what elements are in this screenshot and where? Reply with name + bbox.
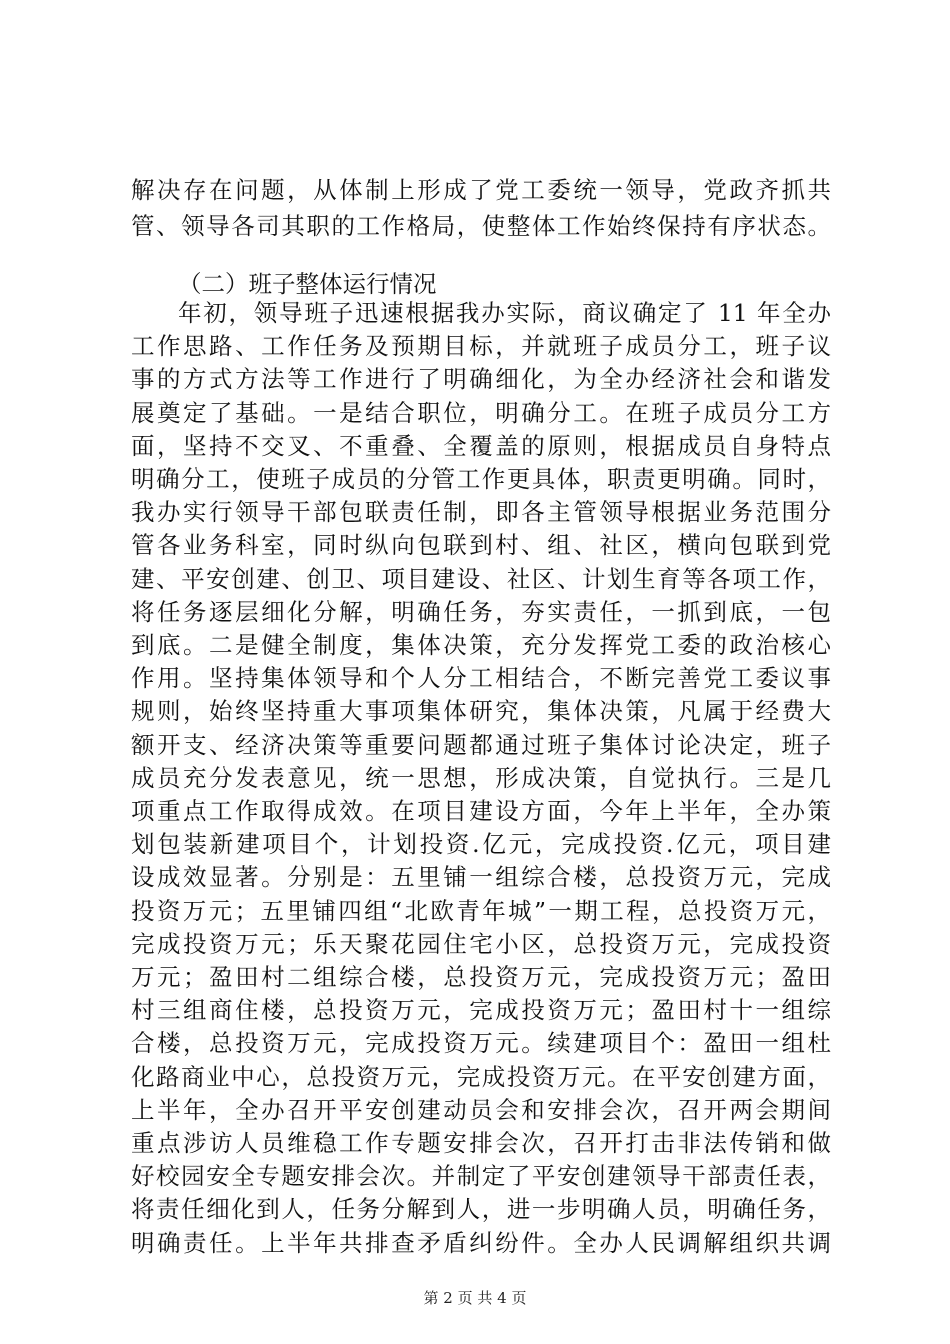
paragraph-2-line: 完成投资万元；乐天聚花园住宅小区，总投资万元，完成投资 bbox=[131, 929, 831, 958]
paragraph-2-line: 将责任细化到人，任务分解到人，进一步明确人员，明确任务， bbox=[131, 1195, 831, 1224]
paragraph-2-line: 划包装新建项目个，计划投资.亿元，完成投资.亿元，项目建 bbox=[131, 830, 831, 859]
paragraph-2-line: 展奠定了基础。一是结合职位，明确分工。在班子成员分工方 bbox=[131, 398, 831, 427]
paragraph-2-line: 成员充分发表意见，统一思想，形成决策，自觉执行。三是几 bbox=[131, 763, 831, 792]
paragraph-2-line: 额开支、经济决策等重要问题都通过班子集体讨论决定，班子 bbox=[131, 730, 831, 759]
paragraph-2-line: 投资万元；五里铺四组“北欧青年城”一期工程，总投资万元， bbox=[131, 896, 831, 925]
paragraph-2-line: 合楼，总投资万元，完成投资万元。续建项目个：盈田一组杜 bbox=[131, 1029, 831, 1058]
section-heading: （二）班子整体运行情况 bbox=[178, 270, 437, 298]
paragraph-2-line: 项重点工作取得成效。在项目建设方面，今年上半年，全办策 bbox=[131, 797, 831, 825]
paragraph-2-line: 化路商业中心，总投资万元，完成投资万元。在平安创建方面， bbox=[131, 1062, 831, 1091]
paragraph-2-line: 规则，始终坚持重大事项集体研究，集体决策，凡属于经费大 bbox=[131, 697, 831, 726]
paragraph-2-line: 事的方式方法等工作进行了明确细化，为全办经济社会和谐发 bbox=[131, 365, 831, 394]
paragraph-2-line: 将任务逐层细化分解，明确任务，夯实责任，一抓到底，一包 bbox=[131, 597, 831, 626]
paragraph-2-line: 重点涉访人员维稳工作专题安排会次，召开打击非法传销和做 bbox=[131, 1129, 831, 1157]
paragraph-1-line: 管、领导各司其职的工作格局，使整体工作始终保持有序状态。 bbox=[131, 212, 831, 240]
paragraph-2-line: 作用。坚持集体领导和个人分工相结合，不断完善党工委议事 bbox=[131, 664, 831, 693]
paragraph-2-line: 到底。二是健全制度，集体决策，充分发挥党工委的政治核心 bbox=[131, 631, 831, 659]
page-footer: 第 2 页 共 4 页 bbox=[423, 1289, 527, 1307]
paragraph-2-line: 工作思路、工作任务及预期目标，并就班子成员分工，班子议 bbox=[131, 332, 831, 361]
paragraph-2-line: 设成效显著。分别是：五里铺一组综合楼，总投资万元，完成 bbox=[131, 863, 831, 892]
paragraph-2-line: 面，坚持不交叉、不重叠、全覆盖的原则，根据成员自身特点 bbox=[131, 431, 831, 460]
paragraph-2-line: 我办实行领导干部包联责任制，即各主管领导根据业务范围分 bbox=[131, 498, 831, 527]
paragraph-2-line: 上半年，全办召开平安创建动员会和安排会次，召开两会期间 bbox=[131, 1095, 831, 1124]
paragraph-2-line: 建、平安创建、创卫、项目建设、社区、计划生育等各项工作， bbox=[131, 564, 831, 593]
paragraph-2-line: 年初，领导班子迅速根据我办实际，商议确定了 11 年全办 bbox=[178, 299, 831, 327]
paragraph-2-line: 管各业务科室，同时纵向包联到村、组、社区，横向包联到党 bbox=[131, 531, 831, 560]
paragraph-2-line: 明确分工，使班子成员的分管工作更具体，职责更明确。同时， bbox=[131, 465, 831, 493]
paragraph-2-line: 村三组商住楼，总投资万元，完成投资万元；盈田村十一组综 bbox=[131, 996, 831, 1025]
paragraph-2-line: 好校园安全专题安排会次。并制定了平安创建领导干部责任表， bbox=[131, 1162, 831, 1191]
paragraph-2-line: 明确责任。上半年共排查矛盾纠纷件。全办人民调解组织共调 bbox=[131, 1228, 831, 1257]
paragraph-1-line: 解决存在问题，从体制上形成了党工委统一领导，党政齐抓共 bbox=[131, 176, 831, 204]
paragraph-2-line: 万元；盈田村二组综合楼，总投资万元，完成投资万元；盈田 bbox=[131, 963, 831, 991]
